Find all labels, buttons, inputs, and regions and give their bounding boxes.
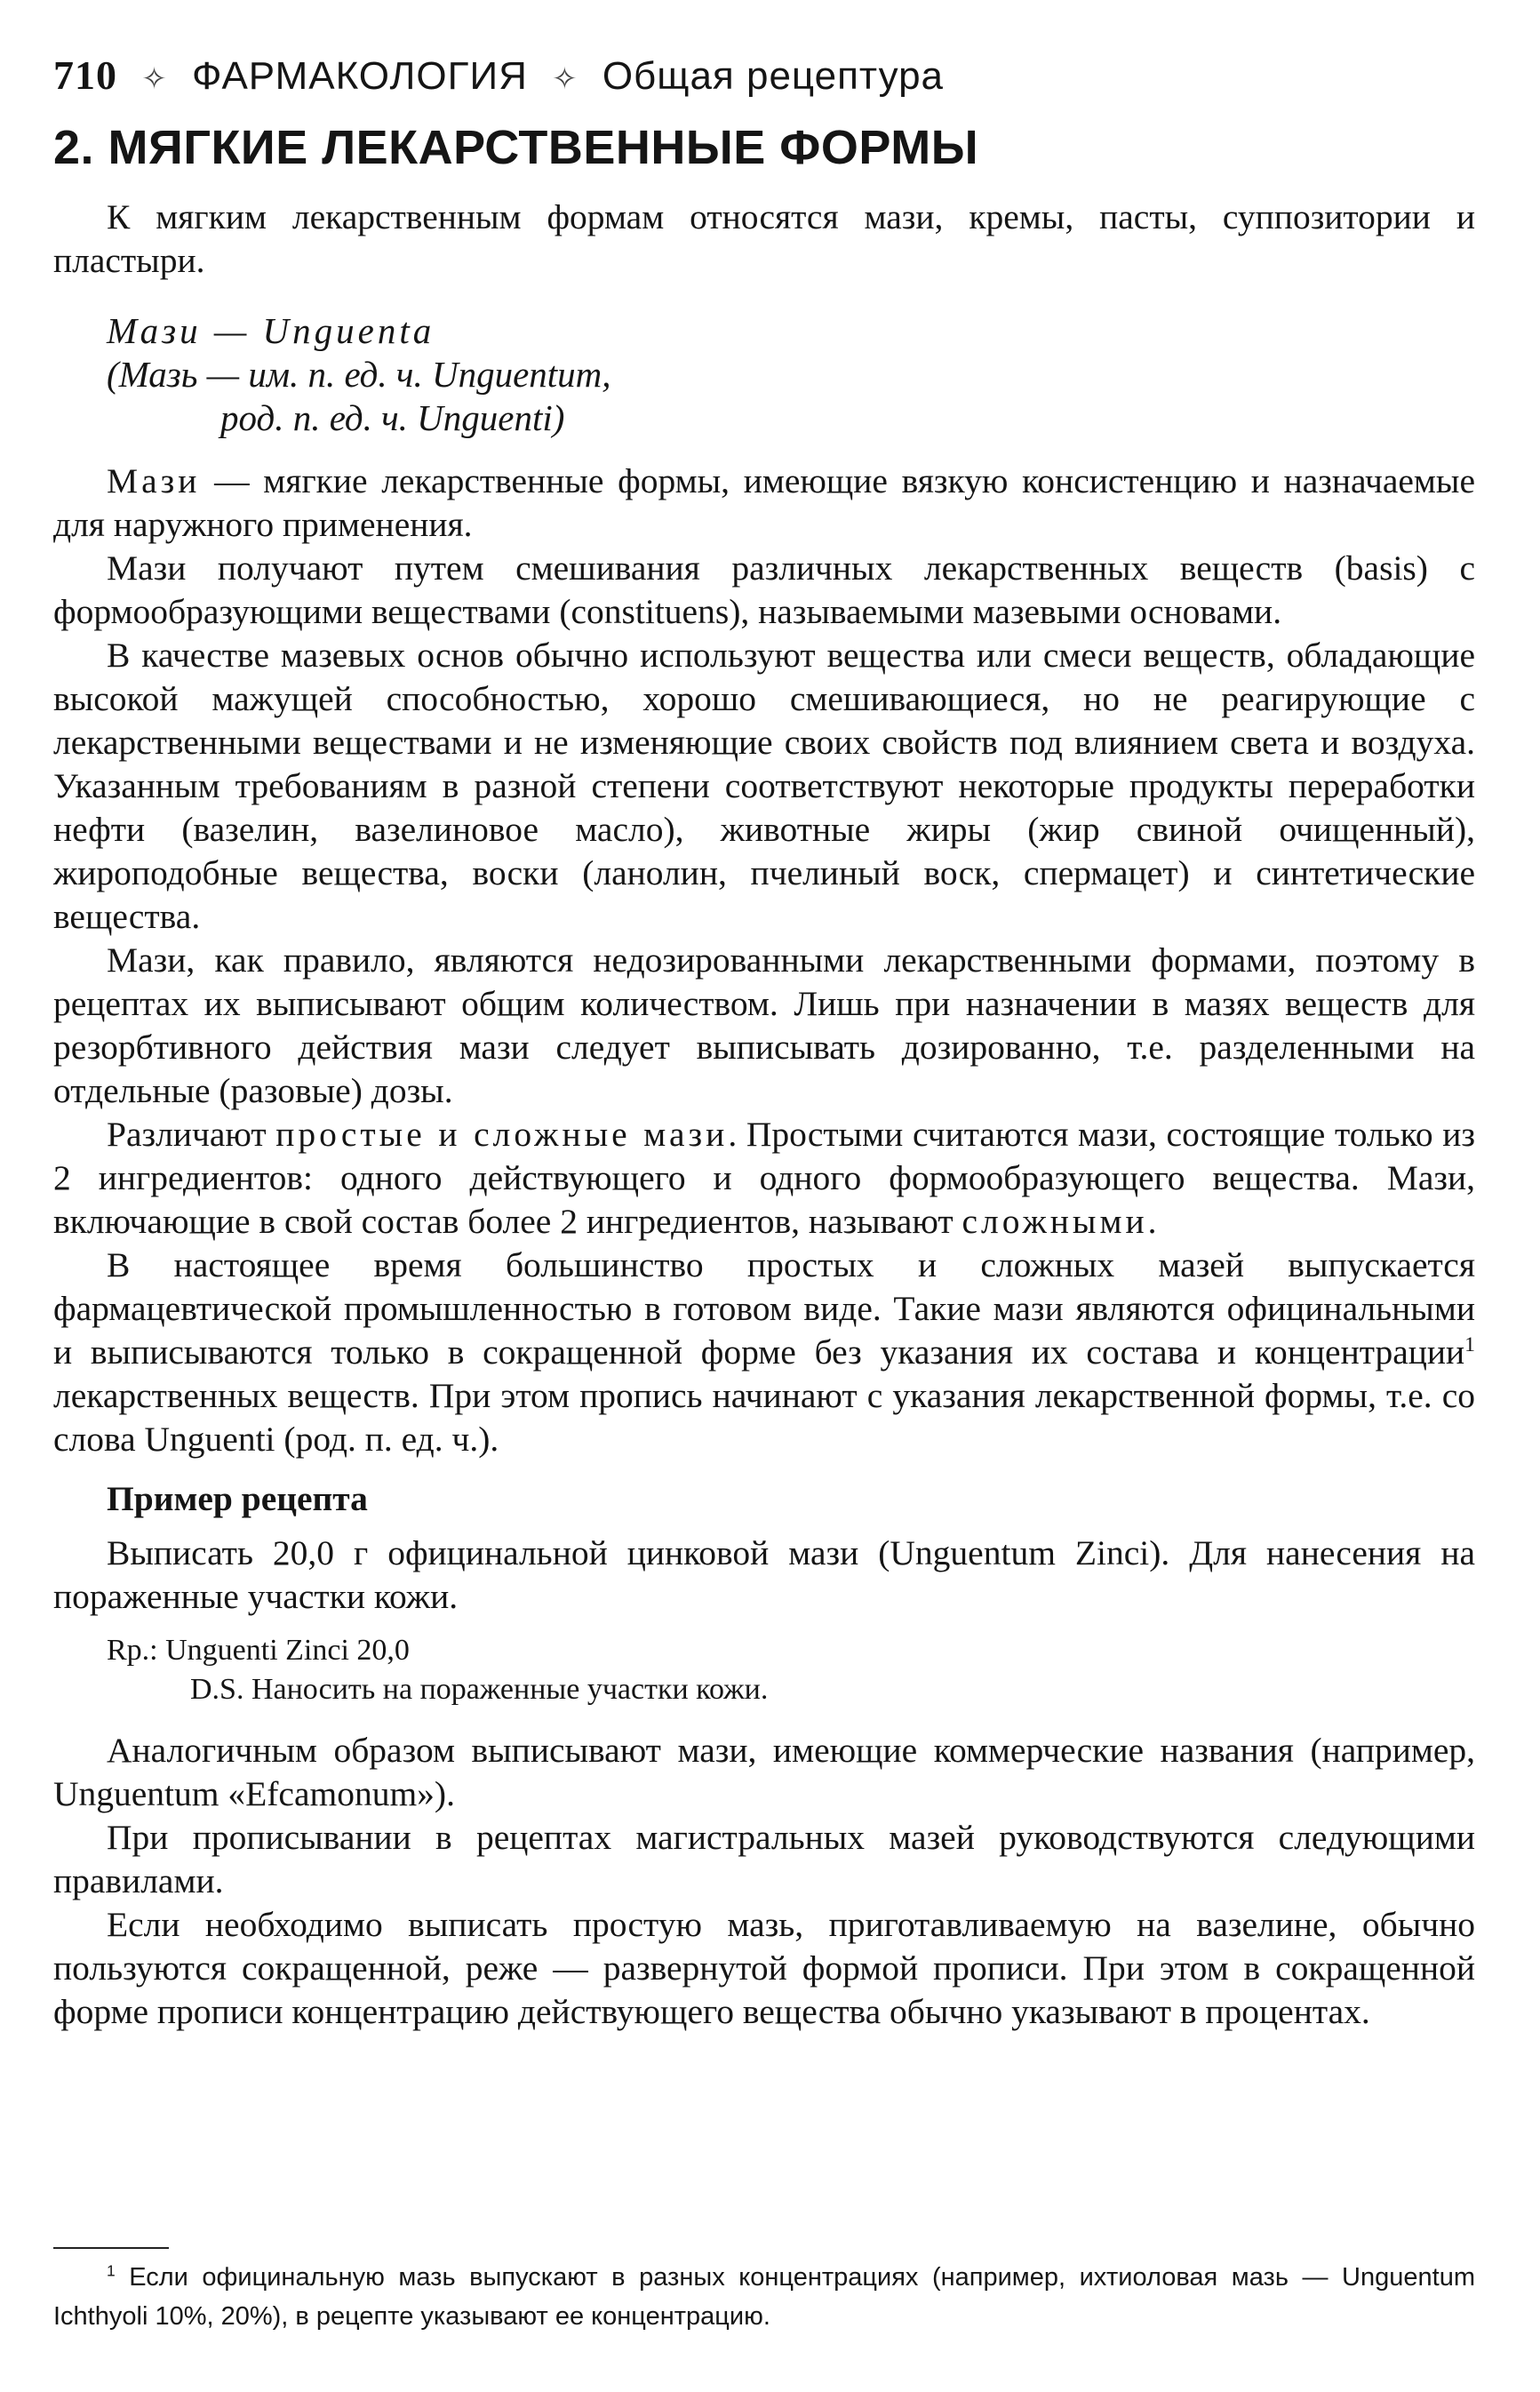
paragraph: Различают простые и сложные мази. Простыми считаются мази, состоящие только из 2 ингредиентов: одного действующего и одного формообразующего вещества. Мази, включающие в свой состав более 2 ингредиентов, называют сложными. [53, 1115, 1475, 1241]
paragraph: Аналогичным образом выписывают мази, имеющие коммерческие названия (например, Unguentum «Efcamonum»). [53, 1731, 1475, 1813]
prescription-signa: D.S. Наносить на пораженные участки кожи. [190, 1673, 769, 1706]
term-mazi: Мази [107, 461, 201, 500]
prescription-rp: Rp.: Unguenti Zinci 20,0 [107, 1634, 410, 1667]
latin-heading [107, 309, 1475, 440]
latin-heading-line: Мази — Unguenta [107, 310, 435, 351]
paragraph: В качестве мазевых основ обычно используют вещества или смеси веществ, обладающие высокой мажущей способностью, хорошо смешивающиеся, но не реагирующие с лекарственными веществами и не изменяющие своих свойств под влиянием света и воздуха. Указанным требованиям в разной степени соответствуют некоторые продукты переработки нефти (вазелин, вазелиновое масло), животные жиры (жир свиной очищенный), жироподобные вещества, воски (ланолин, пчелиный воск, спермацет) и синтетические вещества. [53, 636, 1475, 936]
footnote-text: Если официнальную мазь выпускают в разных концентрациях (например, ихтиоловая мазь — Unguentum Ichthyoli 10%, 20%), в рецепте указывают ее концентрацию. [53, 2263, 1475, 2331]
paragraph: Мази получают путем смешивания различных лекарственных веществ (basis) с формообразующими веществами (constituens), называемыми мазевыми основами. [53, 548, 1475, 631]
paragraph: Выписать 20,0 г официнальной цинковой мази (Unguentum Zinci). Для нанесения на пораженные участки кожи. [53, 1533, 1475, 1616]
chapter-title: 2. МЯГКИЕ ЛЕКАРСТВЕННЫЕ ФОРМЫ [53, 121, 979, 174]
example-heading: Пример рецепта [107, 1479, 368, 1518]
footnote-marker: 1 [107, 2261, 116, 2280]
paragraph: В настоящее время большинство простых и сложных мазей выпускается фармацевтической промышленностью в готовом виде. Такие мази являются официнальными и выписываются только в сокращенной форме без указания их состава и концентрации$^1$ лекарственных веществ. При этом пропись начинают с указания лекарственной формы, т.е. со слова Unguenti (род. п. ед. ч.). [53, 1245, 1475, 1459]
diamond-separator-icon: ✧ [141, 62, 168, 96]
book-title: ФАРМАКОЛОГИЯ [191, 54, 528, 98]
latin-heading-line: род. п. ед. ч. Unguenti) [220, 397, 565, 438]
term-complex: сложными [962, 1202, 1148, 1241]
term-simple-complex: простые и сложные мази [275, 1115, 729, 1154]
prescription [107, 1631, 1475, 1709]
paragraph: Мази — мягкие лекарственные формы, имеющие вязкую консистенцию и назначаемые для наружного применения. [53, 461, 1475, 544]
latin-heading-line: (Мазь — им. п. ед. ч. Unguentum, [107, 354, 611, 395]
footnote [53, 2258, 1475, 2336]
intro-paragraph: К мягким лекарственным формам относятся мази, кремы, пасты, суппозитории и пластыри. [53, 197, 1475, 280]
running-header [53, 52, 944, 99]
section-title: Общая рецептура [602, 54, 945, 98]
paragraph: Мази, как правило, являются недозированными лекарственными формами, поэтому в рецептах их выписывают общим количеством. Лишь при назначении в мазях веществ для резорбтивного действия мази следует выписывать дозированно, т.е. разделенными на отдельные (разовые) дозы. [53, 940, 1475, 1110]
paragraph: Если необходимо выписать простую мазь, приготавливаемую на вазелине, обычно пользуются сокращенной, реже — развернутой формой прописи. При этом в сокращенной форме прописи концентрацию действующего вещества обычно указывают в процентах. [53, 1905, 1475, 2031]
body-text [53, 196, 1475, 2034]
footnote-divider [53, 2247, 169, 2249]
page-number: 710 [53, 52, 117, 98]
paragraph: При прописывании в рецептах магистральных мазей руководствуются следующими правилами. [53, 1818, 1475, 1900]
diamond-separator-icon: ✧ [552, 62, 578, 96]
footnote-reference: 1 [1464, 1332, 1475, 1356]
